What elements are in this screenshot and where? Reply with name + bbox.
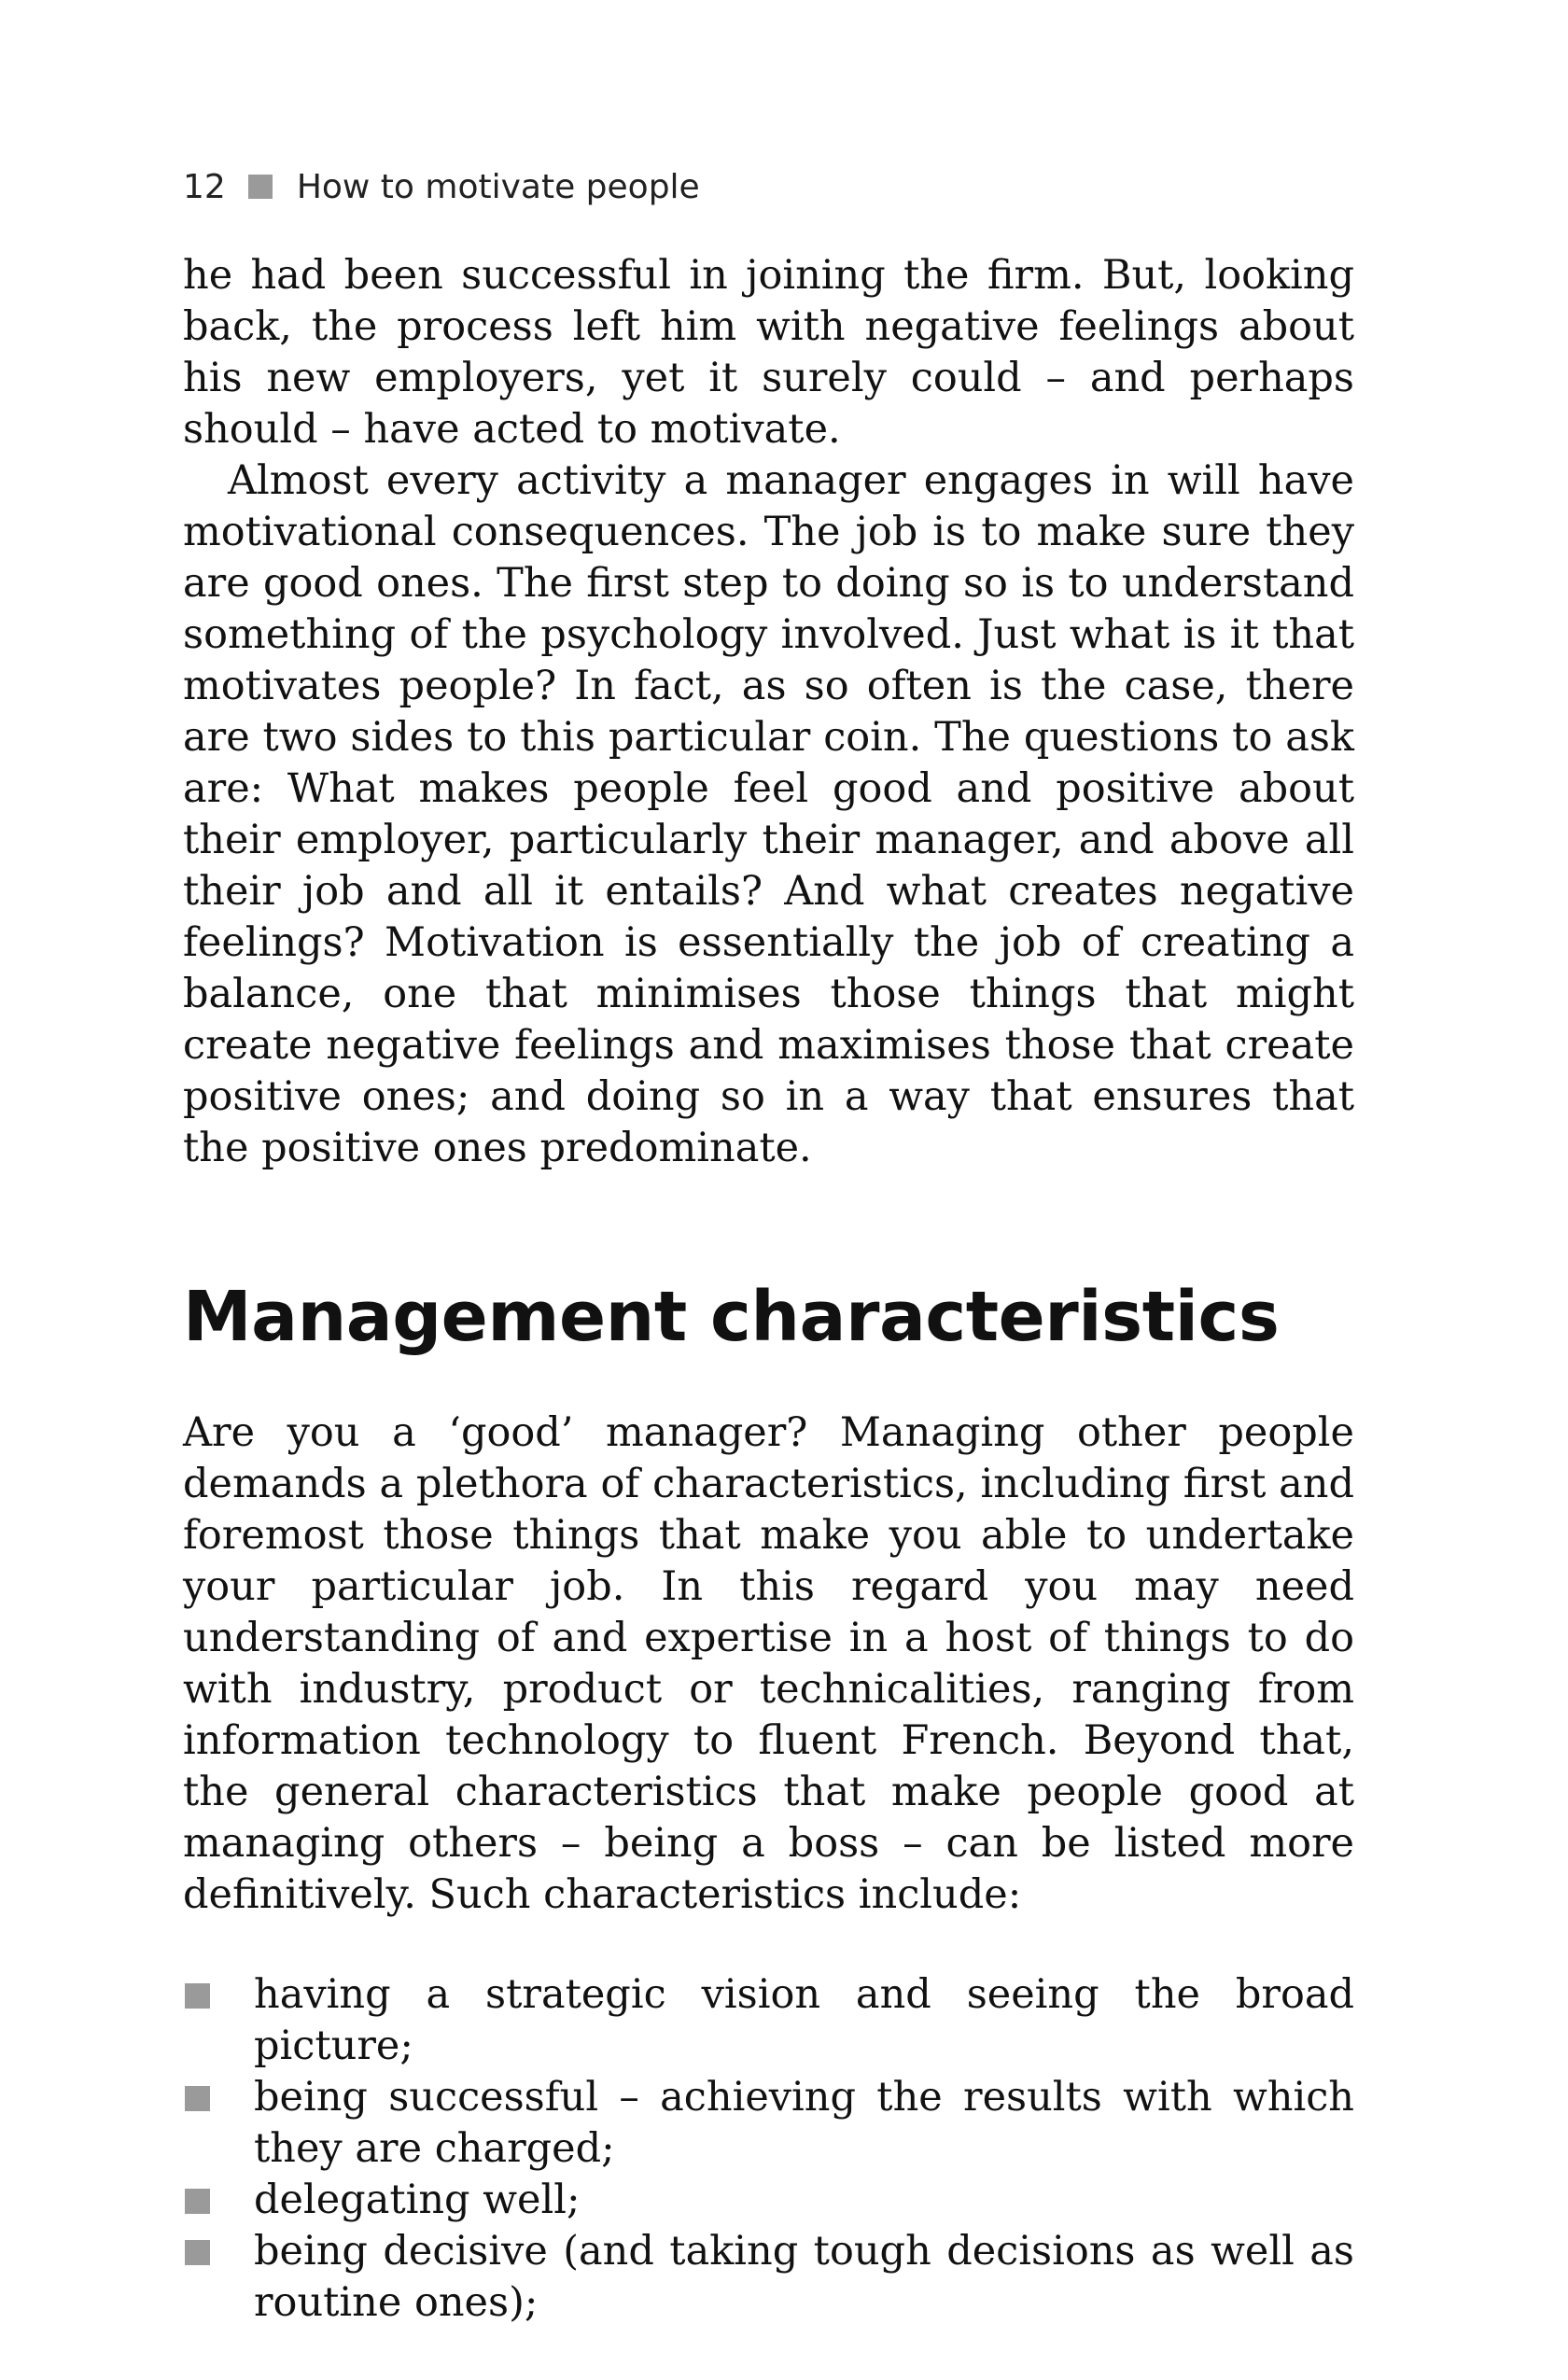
running-head bbox=[183, 159, 1354, 215]
running-head-title: How to motivate people bbox=[296, 167, 700, 206]
book-page bbox=[183, 159, 1354, 2329]
square-bullet-icon bbox=[248, 175, 273, 199]
square-bullet-icon bbox=[185, 2189, 210, 2214]
square-bullet-icon bbox=[185, 2240, 210, 2265]
section-heading: Management characteristics bbox=[183, 1277, 1280, 1357]
square-bullet-icon bbox=[185, 1983, 210, 2009]
list-item bbox=[183, 2226, 1354, 2329]
list-item-text: being successful – achieving the results with which they are charged; bbox=[254, 2074, 1354, 2172]
characteristics-list bbox=[183, 1969, 1354, 2329]
square-bullet-icon bbox=[185, 2086, 210, 2111]
page-number: 12 bbox=[183, 167, 226, 206]
list-item bbox=[183, 2175, 1354, 2226]
list-item-text: having a strategic vision and seeing the broad picture; bbox=[254, 1971, 1354, 2069]
list-item-text: being decisive (and taking tough decisions as well as routine ones); bbox=[254, 2228, 1354, 2326]
list-item bbox=[183, 1969, 1354, 2072]
paragraph-continuation: he had been successful in joining the firm. But, looking back, the process left him with negative feelings about his new employers, yet it surely could – and perhaps should – have acted to motivate. bbox=[183, 252, 1354, 453]
list-item bbox=[183, 2072, 1354, 2175]
paragraph-motivation: Almost every activity a manager engages in will have motivational consequences. The job is to make sure they are good ones. The first step to doing so is to understand something of the psychology involved. Just what is it that motivates people? In fact, as so often is the case, there are two sides to this particular coin. The questions to ask are: What makes people feel good and positive about their employer, particularly their manager, and above all their job and all it entails? And what creates negative feelings? Motivation is essentially the job of creating a balance, one that minimises those things that might create negative feelings and maximises those that create positive ones; and doing so in a way that ensures that the positive ones predominate. bbox=[183, 457, 1354, 1171]
section-intro-paragraph: Are you a ‘good’ manager? Managing other people demands a plethora of characteristics, including first and foremost those things that make you able to undertake your particular job. In this regard you may need understanding of and expertise in a host of things to do with industry, product or technicalities, ranging from information technology to fluent French. Beyond that, the general characteristics that make people good at managing others – being a boss – can be listed more definitively. Such characteristics include: bbox=[183, 1409, 1354, 1918]
list-item-text: delegating well; bbox=[254, 2177, 581, 2223]
